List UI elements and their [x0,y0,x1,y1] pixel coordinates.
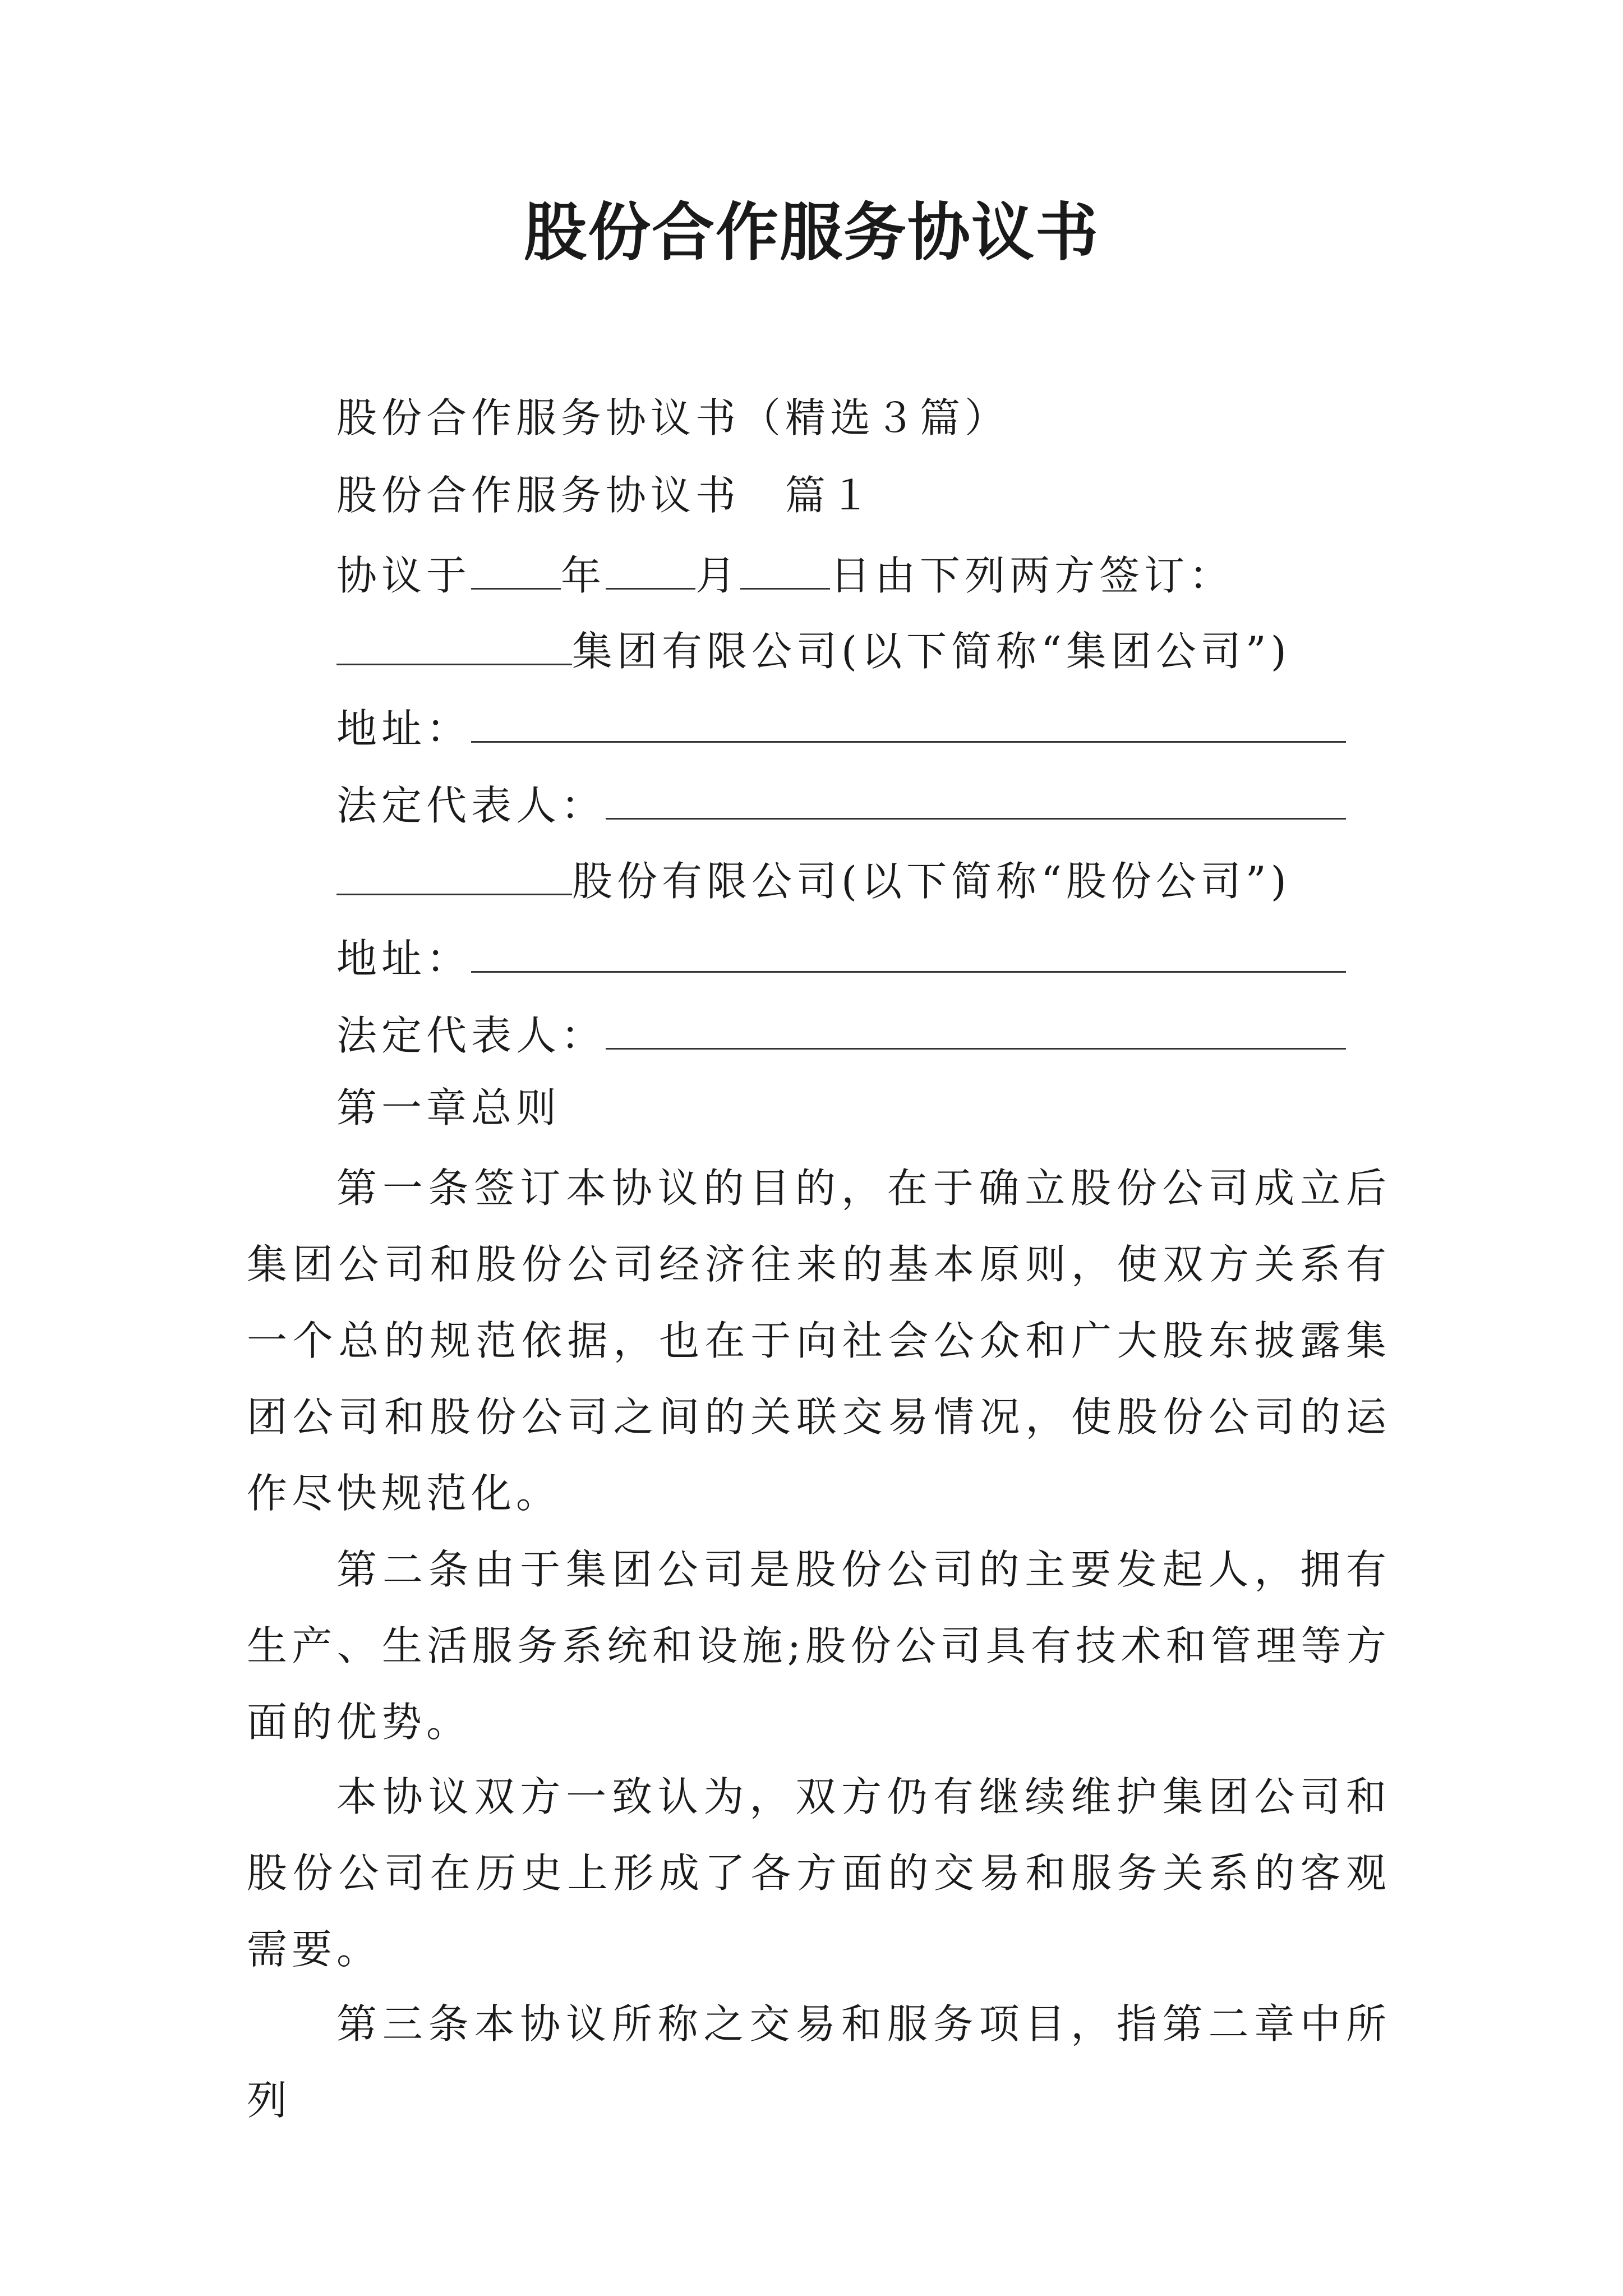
party-a-rep-line [336,774,1346,834]
document-title: 股份合作服务协议书 [524,196,1099,269]
paragraph-article-1: 第一条签订本协议的目的，在于确立股份公司成立后集团公司和股份公司经济往来的基本原则，使双方关系有一个总的规范依据，也在于向社会公众和广大股东披露集团公司和股份公司之间的关联交易情况，使股份公司的运作尽快规范化。 [247,1165,1391,1517]
party-b-rep-line [336,1004,1346,1064]
party-b-name-suffix: 股份有限公司(以下简称“股份公司”) [572,858,1291,905]
party-b-name-line [336,850,1291,909]
party-b-address-line [336,927,1346,987]
date-line-prefix: 协议于 [336,552,472,599]
party-b-address-blank [471,927,1346,973]
month-blank [606,544,695,590]
party-a-rep-label: 法定代表人： [336,782,606,829]
party-b-name-blank [336,850,572,895]
party-a-address-blank [471,697,1346,743]
chapter-heading: 第一章总则 [336,1084,561,1131]
year-label: 年 [561,552,606,599]
paragraph-consensus: 本协议双方一致认为，双方仍有继续维护集团公司和股份公司在历史上形成了各方面的交易和服务关系的客观需要。 [247,1773,1391,1973]
party-a-address-label: 地址： [336,705,472,752]
paragraph-article-3: 第三条本协议所称之交易和服务项目，指第二章中所列 [247,2000,1391,2124]
party-a-rep-blank [606,774,1346,820]
party-a-name-blank [336,620,572,665]
party-a-address-line [336,697,1346,757]
month-label: 月 [695,552,741,599]
day-blank [740,544,830,590]
party-a-name-line [336,620,1291,679]
paragraph-article-2: 第二条由于集团公司是股份公司的主要发起人，拥有生产、生活服务系统和设施;股份公司具有技术和管理等方面的优势。 [247,1546,1391,1746]
party-a-name-suffix: 集团有限公司(以下简称“集团公司”) [572,628,1291,675]
party-b-address-label: 地址： [336,935,472,982]
date-line-suffix: 日由下列两方签订： [830,552,1234,599]
document-subtitle: 股份合作服务协议书（精选３篇） [336,394,1010,441]
year-blank [471,544,561,590]
party-b-rep-blank [606,1004,1346,1050]
party-b-rep-label: 法定代表人： [336,1012,606,1059]
part-heading: 股份合作服务协议书 篇１ [336,472,875,519]
date-line [336,544,1234,604]
